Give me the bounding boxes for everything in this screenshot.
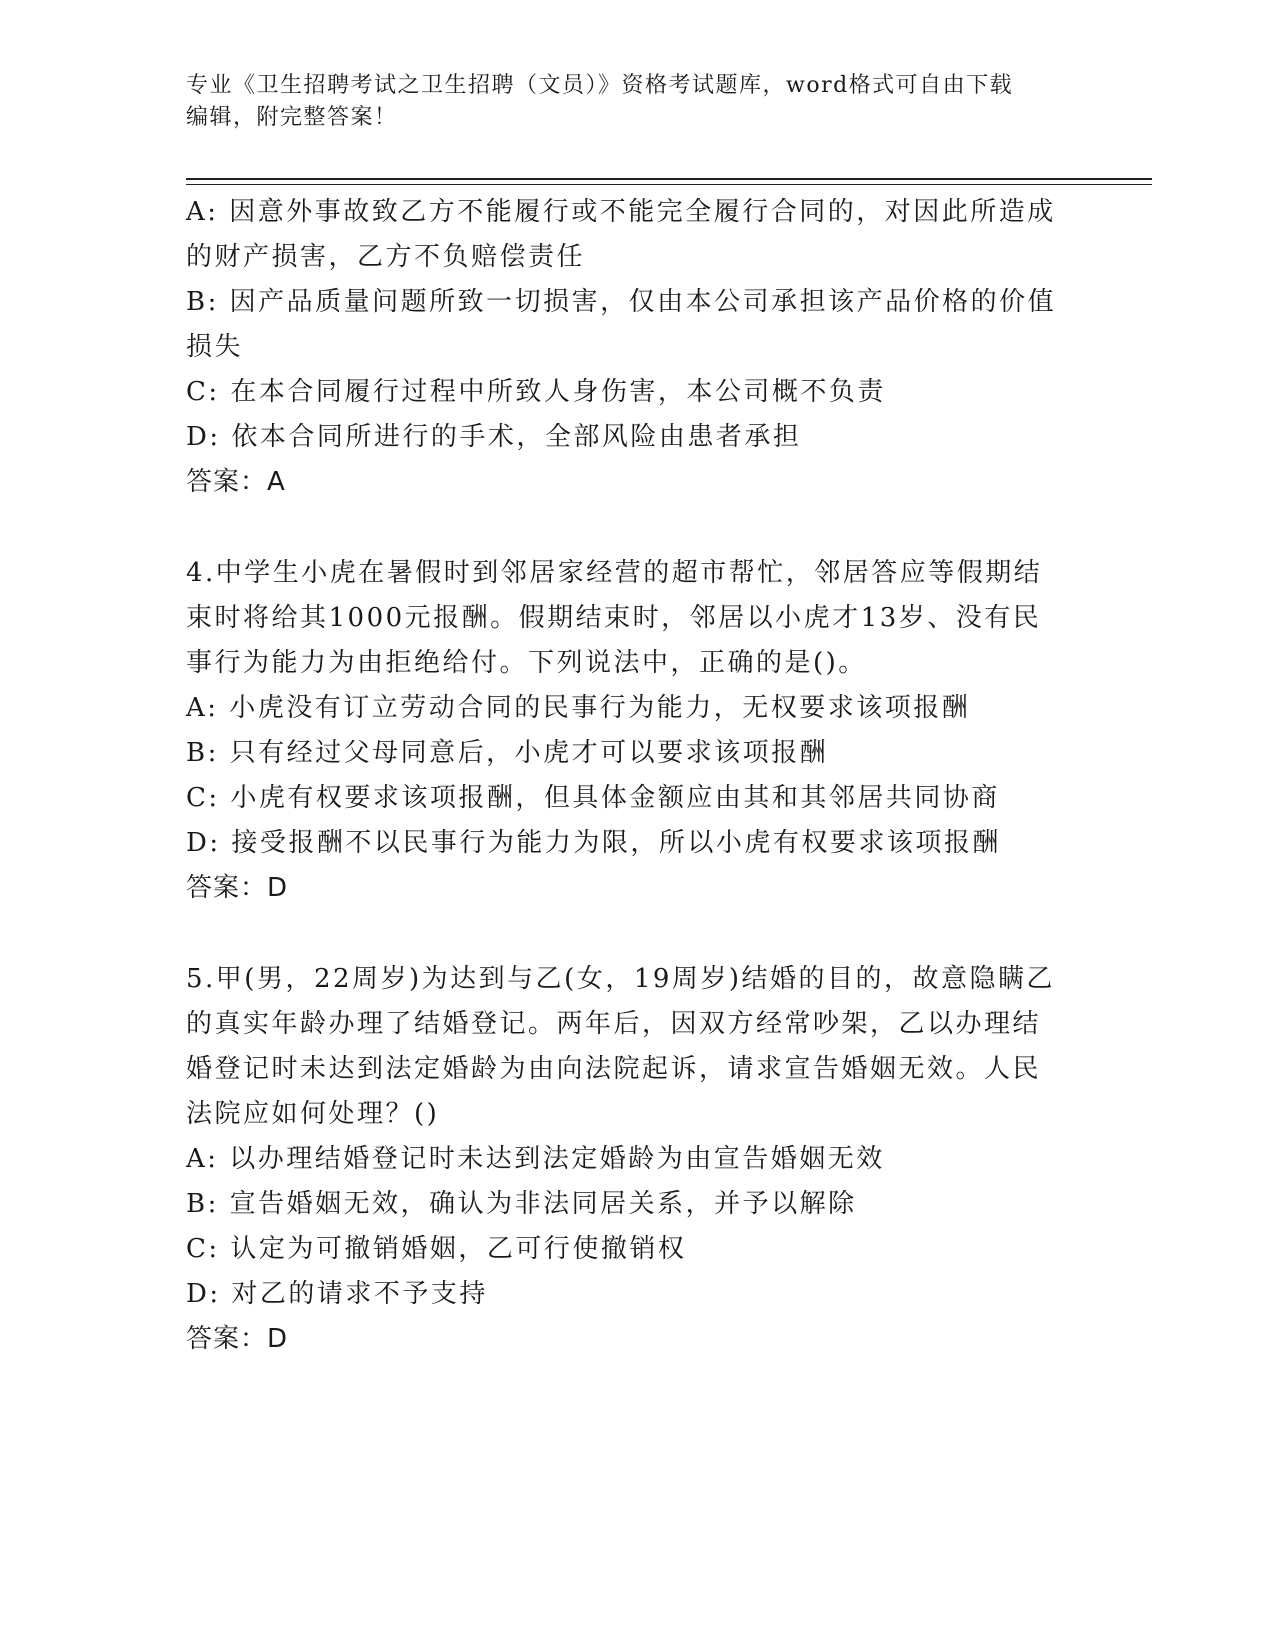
option-line: C: 在本合同履行过程中所致人身伤害，本公司概不负责	[186, 377, 886, 407]
answer-label: 答案：D	[186, 873, 289, 903]
question-5	[186, 957, 1086, 1362]
question-stem-line: 5.甲(男，22周岁)为达到与乙(女，19周岁)结婚的目的，故意隐瞒乙	[186, 964, 1056, 994]
answer-label: 答案：A	[186, 467, 286, 497]
question-stem-line: 婚登记时未达到法定婚龄为由向法院起诉，请求宣告婚姻无效。人民	[186, 1054, 1042, 1084]
header-divider-thick	[186, 178, 1152, 180]
option-line: D: 依本合同所进行的手术，全部风险由患者承担	[186, 422, 802, 452]
option-line: 的财产损害，乙方不负赔偿责任	[186, 242, 586, 272]
question-stem-line: 4.中学生小虎在暑假时到邻居家经营的超市帮忙，邻居答应等假期结	[186, 558, 1043, 588]
header-line-1: 专业《卫生招聘考试之卫生招聘（文员）》资格考试题库，word格式可自由下载	[186, 73, 1014, 98]
header-divider-thin	[186, 184, 1152, 185]
question-stem-line: 的真实年龄办理了结婚登记。两年后，因双方经常吵架，乙以办理结	[186, 1009, 1042, 1039]
option-line: B: 因产品质量问题所致一切损害，仅由本公司承担该产品价格的价值	[186, 287, 1057, 317]
option-line: B: 只有经过父母同意后，小虎才可以要求该项报酬	[186, 738, 829, 768]
option-line: D: 对乙的请求不予支持	[186, 1279, 488, 1309]
question-stem-line: 束时将给其1000元报酬。假期结束时，邻居以小虎才13岁、没有民	[186, 603, 1042, 633]
question-content	[186, 190, 1086, 1362]
question-stem-line: 法院应如何处理？()	[186, 1099, 440, 1129]
option-line: A: 小虎没有订立劳动合同的民事行为能力，无权要求该项报酬	[186, 693, 971, 723]
option-line: A: 因意外事故致乙方不能履行或不能完全履行合同的，对因此所造成	[186, 197, 1056, 227]
document-header	[186, 70, 1066, 134]
option-line: C: 小虎有权要求该项报酬，但具体金额应由其和其邻居共同协商	[186, 783, 1000, 813]
header-line-2: 编辑，附完整答案！	[186, 105, 398, 130]
question-4	[186, 551, 1086, 911]
question-stem-line: 事行为能力为由拒绝给付。下列说法中，正确的是()。	[186, 648, 867, 678]
option-line: D: 接受报酬不以民事行为能力为限，所以小虎有权要求该项报酬	[186, 828, 1001, 858]
option-line: 损失	[186, 332, 244, 362]
option-line: C: 认定为可撤销婚姻，乙可行使撤销权	[186, 1234, 687, 1264]
option-line: B: 宣告婚姻无效，确认为非法同居关系，并予以解除	[186, 1189, 857, 1219]
answer-label: 答案：D	[186, 1324, 289, 1354]
option-line: A: 以办理结婚登记时未达到法定婚龄为由宣告婚姻无效	[186, 1144, 885, 1174]
question-3	[186, 190, 1086, 505]
